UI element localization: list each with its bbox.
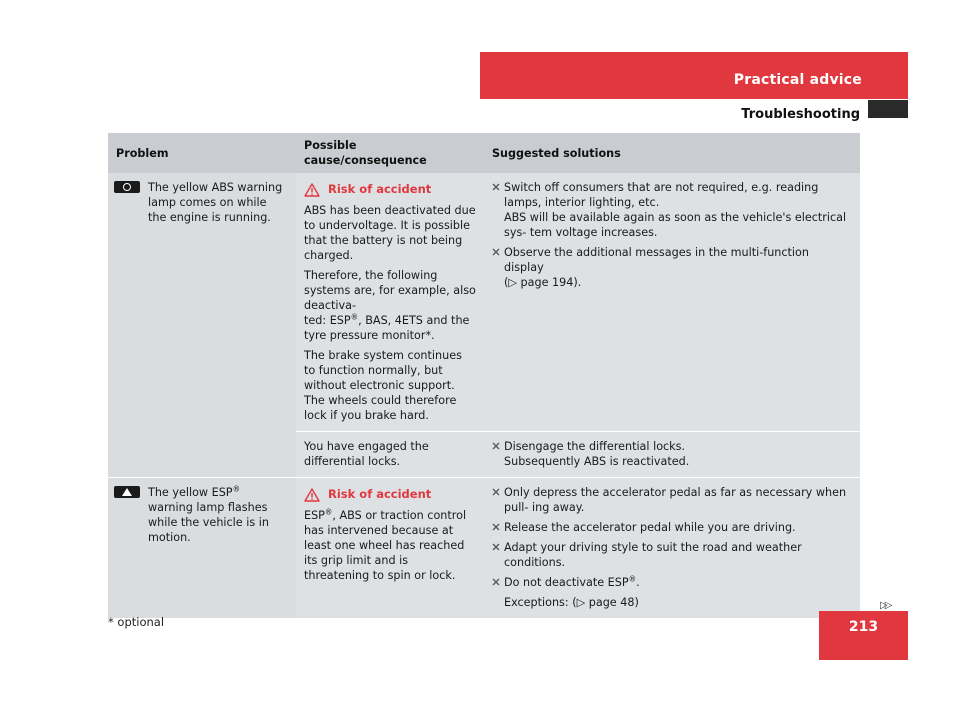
cause-paragraph: ABS has been deactivated due to undervoltage. It is possible that the battery is not being charged. (304, 204, 476, 262)
column-header-solutions: Suggested solutions (484, 133, 860, 173)
solution-item: Do not deactivate ESP®. Exceptions: (▷ page 48) (492, 575, 852, 610)
problem-description (114, 180, 288, 225)
troubleshooting-table (108, 133, 860, 618)
risk-warning-title: Risk of accident (328, 487, 432, 501)
bullet-arrow-icon (492, 543, 500, 551)
section-tab-marker (868, 100, 908, 118)
cause-cell (296, 478, 484, 619)
warning-triangle-icon (304, 488, 320, 502)
column-header-problem: Problem (108, 133, 296, 173)
cause-cell (296, 432, 484, 478)
bullet-arrow-icon (492, 488, 500, 496)
subsection-title: Troubleshooting (741, 107, 860, 122)
page-reference-link[interactable]: page 48) (588, 596, 639, 609)
risk-warning-title: Risk of accident (328, 182, 432, 196)
column-header-cause: Possible cause/consequence (296, 133, 484, 173)
solution-item: Only depress the accelerator pedal as far as necessary when pull- ing away. (492, 485, 852, 515)
bullet-arrow-icon (492, 523, 500, 531)
page-reference-link[interactable]: page 194). (520, 276, 582, 289)
page-number-box (819, 611, 908, 660)
cause-cell (296, 173, 484, 432)
solution-item: Observe the additional messages in the multi-function display (▷ page 194). (492, 245, 852, 290)
esp-warning-lamp-icon (114, 486, 140, 498)
solutions-cell (484, 478, 860, 619)
abs-warning-lamp-icon (114, 181, 140, 193)
problem-cell (108, 173, 296, 478)
bullet-arrow-icon (492, 442, 500, 450)
solution-item: Release the accelerator pedal while you are driving. (492, 520, 852, 535)
table-header-row (108, 133, 860, 173)
problem-cell (108, 478, 296, 619)
bullet-arrow-icon (492, 248, 500, 256)
page-number: 213 (848, 619, 879, 635)
table-row (108, 173, 860, 432)
warning-triangle-icon (304, 183, 320, 197)
bullet-arrow-icon (492, 183, 500, 191)
risk-warning (304, 182, 476, 197)
solution-item: Disengage the differential locks. Subsequently ABS is reactivated. (492, 439, 852, 469)
page-ref-arrow-icon: ▷ (508, 276, 517, 289)
cause-paragraph: ESP®, ABS or traction control has intervened because at least one wheel has reached its grip limit and is threatening to spin or lock. (304, 507, 467, 582)
page-ref-arrow-icon: ▷ (576, 596, 586, 609)
solution-exceptions: Exceptions: (▷ page 48) (504, 596, 639, 609)
section-title: Practical advice (733, 72, 862, 88)
solution-item: Switch off consumers that are not required, e.g. reading lamps, interior lighting, etc. ABS will be available again as soon as the vehicle's electrical sys- tem voltage increases. (492, 180, 852, 240)
problem-text: The yellow ABS warning lamp comes on while the engine is running. (148, 181, 283, 224)
section-banner (480, 52, 908, 99)
footnote: * optional (108, 615, 165, 629)
solutions-cell (484, 432, 860, 478)
problem-description: The yellow ESP® warning lamp flashes while the vehicle is in motion. (114, 485, 288, 545)
cause-paragraph: You have engaged the differential locks. (304, 440, 429, 468)
table-row (108, 478, 860, 619)
cause-paragraph: The brake system continues to function normally, but without electronic support. The wheels could therefore lock if you brake hard. (304, 349, 462, 422)
solution-item: Adapt your driving style to suit the road and weather conditions. (492, 540, 852, 570)
bullet-arrow-icon (492, 578, 500, 586)
solutions-cell (484, 173, 860, 432)
continued-next-page-icon: ▷▷ (880, 600, 890, 611)
cause-paragraph: Therefore, the following systems are, for example, also deactiva- ted: ESP®, BAS, 4ETS and the tyre pressure monitor*. (304, 269, 476, 342)
risk-warning (304, 487, 476, 502)
